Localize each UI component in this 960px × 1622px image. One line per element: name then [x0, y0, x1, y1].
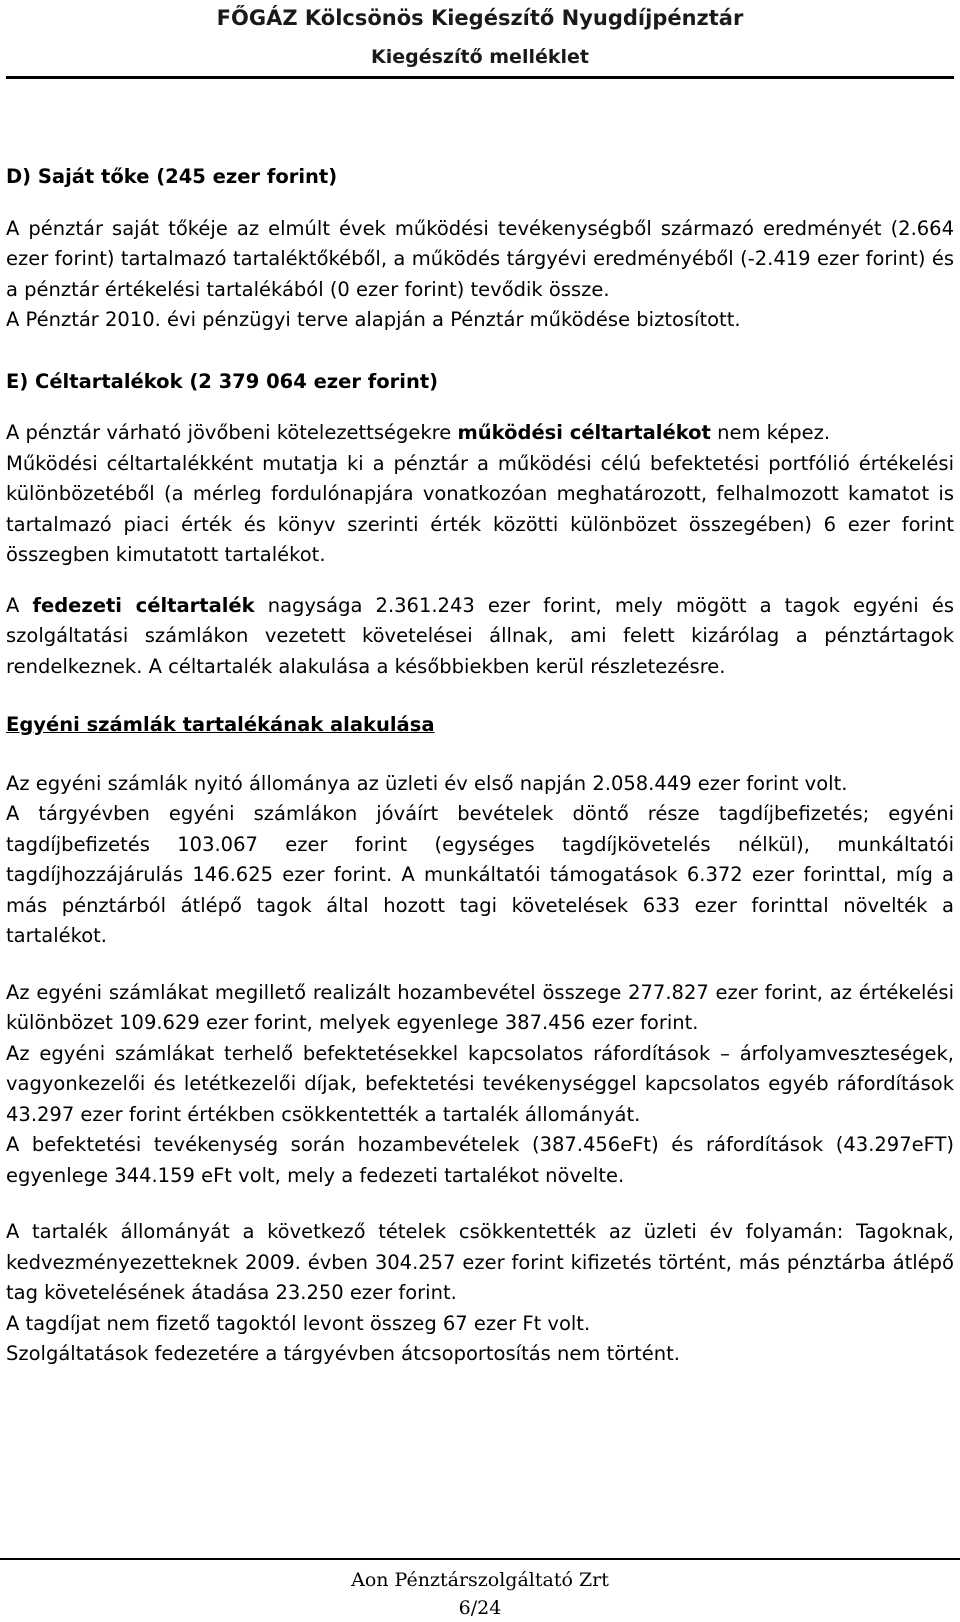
section-e-p1-text-end: nem képez.: [710, 421, 831, 444]
section-e-p3-text: A: [6, 593, 33, 617]
footer-page-number: 6/24: [458, 1597, 502, 1619]
document-header-title: FŐGÁZ Kölcsönös Kiegészítő Nyugdíjpénztár: [216, 6, 744, 30]
section-e-paragraph-2: Működési céltartalékként mutatja ki a pénztár a működési célú befektetési portfólió értékelési különbözetéből (a mérleg fordulónapjára vonatkozóan meghatározott, felhalmozott kamatot is tartalmazó piaci érték és könyv szerinti érték közötti különbözet összegében) 6 ezer forint összegben kimutatott tartalékot.: [6, 451, 954, 566]
section-egyeni-heading: Egyéni számlák tartalékának alakulása: [6, 713, 435, 736]
section-egyeni-paragraph-2: A tárgyévben egyéni számlákon jóváírt bevételek döntő része tagdíjbefizetés; egyéni tagdíjbefizetés 103.067 ezer forint (egységes tagdíjkövetelés nélkül), munkáltatói tagdíjhozzájárulás 146.625 ezer forint. A munkáltatói támogatások 6.372 ezer forinttal, míg a más pénztárból átlépő tagok által hozott tagi követelések 633 ezer forinttal növelték a tartalékot.: [6, 802, 954, 947]
section-e-paragraph-3: [6, 591, 954, 683]
section-e-p3-bold: fedezeti céltartalék: [32, 593, 255, 617]
footer-company: Aon Pénztárszolgáltató Zrt: [351, 1569, 609, 1591]
section-egyeni-paragraph-6: A tartalék állományát a következő tételek csökkentették az üzleti év folyamán: Tagoknak, kedvezményezetteknek 2009. évben 304.257 ezer forint kifizetés történt, más pénztárba átlépő tag követelésének átadása 23.250 ezer forint.: [6, 1220, 954, 1304]
section-e-heading: E) Céltartalékok (2 379 064 ezer forint): [6, 369, 439, 393]
section-e-paragraph-1: [6, 418, 954, 449]
section-egyeni-paragraph-3: Az egyéni számlákat megillető realizált hozambevétel összege 277.827 ezer forint, az értékelési különbözet 109.629 ezer forint, melyek egyenlege 387.456 ezer forint.: [6, 980, 954, 1034]
section-egyeni-paragraph-1: Az egyéni számlák nyitó állománya az üzleti év első napján 2.058.449 ezer forint volt.: [6, 771, 848, 795]
header-rule: [6, 76, 954, 79]
section-egyeni-paragraph-8: Szolgáltatások fedezetére a tárgyévben átcsoportosítás nem történt.: [6, 1342, 681, 1365]
section-egyeni-paragraph-5: A befektetési tevékenység során hozambevételek (387.456eFt) és ráfordítások (43.297eFT) egyenlege 344.159 eFt volt, mely a fedezeti tartalékot növelte.: [6, 1133, 954, 1187]
document-header-subtitle: Kiegészítő melléklet: [371, 46, 589, 68]
section-e-p3-text-end: nagysága 2.361.243 ezer forint, mely mögött a tagok egyéni és szolgáltatási számlákon vezetett követelései állnak, ami felett kizárólag a pénztártagok rendelkeznek. A céltartalék alakulása a későbbiekben kerül részletezésre.: [6, 593, 954, 678]
section-d-heading: D) Saját tőke (245 ezer forint): [6, 165, 338, 188]
section-e-p1-bold: működési céltartalékot: [457, 421, 711, 444]
section-egyeni-paragraph-7: A tagdíjat nem fizető tagoktól levont összeg 67 ezer Ft volt.: [6, 1311, 591, 1335]
section-e-p1-text: A pénztár várható jövőbeni kötelezettségekre: [6, 421, 458, 444]
document-body: [6, 162, 954, 1370]
section-d-paragraph-2: A Pénztár 2010. évi pénzügyi terve alapján a Pénztár működése biztosított.: [6, 308, 741, 331]
section-d-paragraph-1: A pénztár saját tőkéje az elmúlt évek működési tevékenységből származó eredményét (2.664 ezer forint) tartalmazó tartaléktőkéből, a működés tárgyévi eredményéből (-2.419 ezer forint) és a pénztár értékelési tartalékából (0 ezer forint) tevődik össze.: [6, 216, 954, 301]
section-egyeni-paragraph-4: Az egyéni számlákat terhelő befektetésekkel kapcsolatos ráfordítások – árfolyamveszteségek, vagyonkezelői és letétkezelői díjak, befektetési tevékenységgel kapcsolatos egyéb ráfordítások 43.297 ezer forint értékben csökkentették a tartalék állományát.: [6, 1041, 954, 1126]
document-footer: [0, 1558, 960, 1622]
